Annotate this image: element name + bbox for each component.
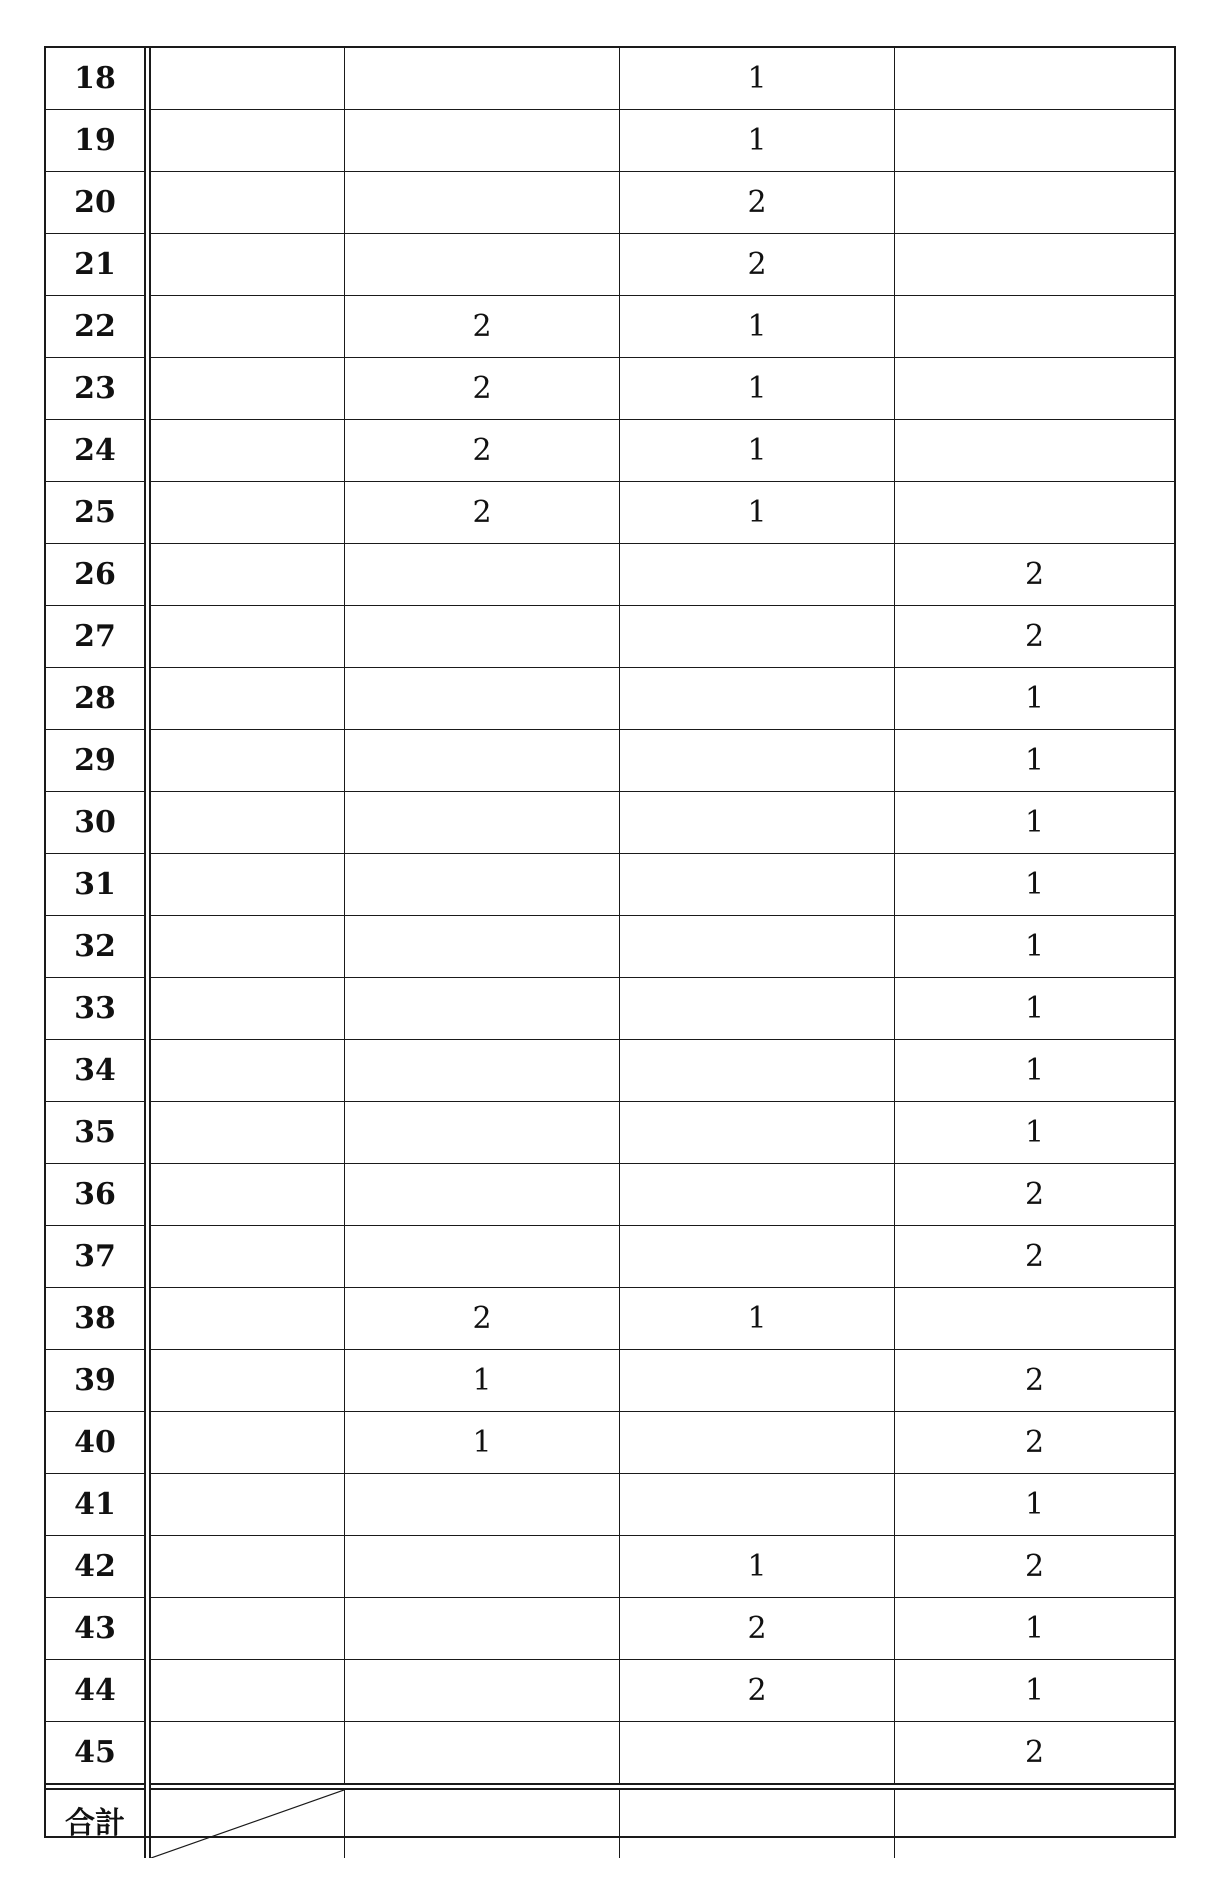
row-number-cell: 24 (46, 420, 148, 482)
column-2-cell (345, 978, 620, 1040)
column-2-cell (345, 1040, 620, 1102)
column-3-cell (620, 606, 895, 668)
column-2-cell (345, 1598, 620, 1660)
row-number-cell: 28 (46, 668, 148, 730)
row-number-cell: 31 (46, 854, 148, 916)
column-1-cell (148, 606, 345, 668)
column-3-cell (620, 668, 895, 730)
row-number-cell: 38 (46, 1288, 148, 1350)
row-number-cell: 37 (46, 1226, 148, 1288)
row-number-cell: 33 (46, 978, 148, 1040)
column-3-cell: 1 (620, 110, 895, 172)
table-row (46, 978, 1174, 1040)
column-2-cell (345, 1536, 620, 1598)
column-3-cell (620, 792, 895, 854)
column-2-cell (345, 854, 620, 916)
column-4-cell: 1 (895, 792, 1175, 854)
column-2-cell (345, 48, 620, 110)
column-1-cell (148, 172, 345, 234)
column-3-cell (620, 544, 895, 606)
table-row (46, 172, 1174, 234)
row-number-cell: 42 (46, 1536, 148, 1598)
row-number-cell: 45 (46, 1722, 148, 1787)
table-row (46, 606, 1174, 668)
column-1-cell (148, 730, 345, 792)
column-2-cell (345, 916, 620, 978)
table-row (46, 854, 1174, 916)
table-row (46, 110, 1174, 172)
column-4-cell: 1 (895, 854, 1175, 916)
column-4-cell (895, 358, 1175, 420)
column-4-cell: 1 (895, 668, 1175, 730)
column-3-cell (620, 1412, 895, 1474)
column-2-cell (345, 1474, 620, 1536)
column-4-cell: 1 (895, 1660, 1175, 1722)
column-4-cell: 2 (895, 1226, 1175, 1288)
row-number-cell: 25 (46, 482, 148, 544)
column-4-cell (895, 296, 1175, 358)
diagonal-slash-cell (148, 1787, 345, 1859)
column-1-cell (148, 668, 345, 730)
column-2-cell (345, 1660, 620, 1722)
column-4-cell: 1 (895, 1040, 1175, 1102)
column-3-cell: 1 (620, 1536, 895, 1598)
column-4-cell: 2 (895, 1350, 1175, 1412)
table-row (46, 234, 1174, 296)
row-number-cell: 27 (46, 606, 148, 668)
column-3-cell (620, 978, 895, 1040)
column-2-cell: 2 (345, 482, 620, 544)
column-4-cell: 1 (895, 1598, 1175, 1660)
column-1-cell (148, 916, 345, 978)
column-3-cell (620, 730, 895, 792)
row-number-cell: 19 (46, 110, 148, 172)
column-4-cell: 2 (895, 544, 1175, 606)
column-1-cell (148, 1288, 345, 1350)
table-row (46, 1040, 1174, 1102)
table-row (46, 1226, 1174, 1288)
column-1-cell (148, 296, 345, 358)
table-row (46, 730, 1174, 792)
column-1-cell (148, 1040, 345, 1102)
tally-grid (46, 48, 1174, 1858)
row-number-cell: 40 (46, 1412, 148, 1474)
diagonal-slash-mark (151, 1790, 344, 1858)
column-2-cell (345, 110, 620, 172)
row-number-cell: 21 (46, 234, 148, 296)
column-1-cell (148, 1226, 345, 1288)
column-3-cell: 2 (620, 1598, 895, 1660)
column-2-cell (345, 730, 620, 792)
column-3-cell: 1 (620, 296, 895, 358)
row-number-cell: 30 (46, 792, 148, 854)
row-number-cell: 26 (46, 544, 148, 606)
column-1-cell (148, 1412, 345, 1474)
column-2-cell (345, 668, 620, 730)
row-number-cell: 41 (46, 1474, 148, 1536)
column-2-cell: 2 (345, 1288, 620, 1350)
column-4-cell: 2 (895, 1164, 1175, 1226)
column-4-cell: 1 (895, 1102, 1175, 1164)
table-row (46, 1598, 1174, 1660)
column-3-cell (620, 1102, 895, 1164)
column-2-cell (345, 1164, 620, 1226)
column-4-cell (895, 482, 1175, 544)
row-number-cell: 18 (46, 48, 148, 110)
column-1-cell (148, 1660, 345, 1722)
table-row (46, 296, 1174, 358)
table-row (46, 1350, 1174, 1412)
column-1-cell (148, 1598, 345, 1660)
column-1-cell (148, 792, 345, 854)
table-row (46, 482, 1174, 544)
table-row (46, 1536, 1174, 1598)
column-4-cell: 2 (895, 1412, 1175, 1474)
column-3-cell (620, 1350, 895, 1412)
table-body (46, 48, 1174, 1858)
column-2-cell: 2 (345, 296, 620, 358)
column-1-cell (148, 48, 345, 110)
table-row (46, 1474, 1174, 1536)
column-3-cell: 1 (620, 358, 895, 420)
table-row (46, 1722, 1174, 1787)
row-number-cell: 22 (46, 296, 148, 358)
column-3-cell: 1 (620, 1288, 895, 1350)
row-number-cell: 35 (46, 1102, 148, 1164)
column-1-cell (148, 234, 345, 296)
total-c4-cell (895, 1787, 1175, 1859)
row-number-cell: 32 (46, 916, 148, 978)
total-c3-cell (620, 1787, 895, 1859)
column-1-cell (148, 482, 345, 544)
total-c2-cell (345, 1787, 620, 1859)
row-number-cell: 36 (46, 1164, 148, 1226)
row-number-cell: 34 (46, 1040, 148, 1102)
column-1-cell (148, 1536, 345, 1598)
row-number-cell: 23 (46, 358, 148, 420)
column-1-cell (148, 1164, 345, 1226)
column-4-cell (895, 110, 1175, 172)
column-1-cell (148, 1102, 345, 1164)
table-row (46, 1288, 1174, 1350)
column-2-cell (345, 792, 620, 854)
table-row (46, 668, 1174, 730)
column-4-cell (895, 48, 1175, 110)
column-3-cell (620, 1164, 895, 1226)
column-2-cell (345, 1226, 620, 1288)
column-2-cell (345, 234, 620, 296)
row-number-cell: 20 (46, 172, 148, 234)
table-row (46, 420, 1174, 482)
table-row (46, 916, 1174, 978)
column-3-cell: 1 (620, 482, 895, 544)
table-row (46, 1412, 1174, 1474)
column-2-cell: 1 (345, 1412, 620, 1474)
column-1-cell (148, 544, 345, 606)
column-1-cell (148, 978, 345, 1040)
column-4-cell (895, 420, 1175, 482)
tally-table (44, 46, 1176, 1841)
table-row (46, 544, 1174, 606)
column-3-cell (620, 1474, 895, 1536)
column-2-cell (345, 606, 620, 668)
column-1-cell (148, 1722, 345, 1787)
column-1-cell (148, 1474, 345, 1536)
column-4-cell: 1 (895, 978, 1175, 1040)
column-3-cell: 2 (620, 172, 895, 234)
column-3-cell (620, 1226, 895, 1288)
table-row (46, 1660, 1174, 1722)
column-1-cell (148, 420, 345, 482)
table-row (46, 1164, 1174, 1226)
column-3-cell (620, 854, 895, 916)
table-row (46, 1102, 1174, 1164)
table-row (46, 48, 1174, 110)
column-3-cell: 2 (620, 1660, 895, 1722)
column-4-cell: 1 (895, 916, 1175, 978)
row-number-cell: 29 (46, 730, 148, 792)
column-1-cell (148, 854, 345, 916)
column-2-cell (345, 1102, 620, 1164)
column-4-cell: 2 (895, 1536, 1175, 1598)
column-3-cell: 1 (620, 420, 895, 482)
row-number-cell: 44 (46, 1660, 148, 1722)
column-4-cell: 1 (895, 1474, 1175, 1536)
total-row (46, 1787, 1174, 1859)
column-2-cell (345, 544, 620, 606)
column-1-cell (148, 1350, 345, 1412)
column-4-cell (895, 234, 1175, 296)
column-4-cell: 2 (895, 1722, 1175, 1787)
table-row (46, 792, 1174, 854)
total-label: 合計 (46, 1787, 148, 1859)
column-4-cell (895, 172, 1175, 234)
column-3-cell (620, 1722, 895, 1787)
table-row (46, 358, 1174, 420)
row-number-cell: 43 (46, 1598, 148, 1660)
column-2-cell: 2 (345, 420, 620, 482)
column-3-cell: 2 (620, 234, 895, 296)
row-number-cell: 39 (46, 1350, 148, 1412)
column-4-cell: 2 (895, 606, 1175, 668)
column-1-cell (148, 110, 345, 172)
column-2-cell: 1 (345, 1350, 620, 1412)
column-2-cell (345, 1722, 620, 1787)
column-3-cell: 1 (620, 48, 895, 110)
column-4-cell: 1 (895, 730, 1175, 792)
column-1-cell (148, 358, 345, 420)
column-2-cell (345, 172, 620, 234)
column-3-cell (620, 916, 895, 978)
column-2-cell: 2 (345, 358, 620, 420)
column-4-cell (895, 1288, 1175, 1350)
column-3-cell (620, 1040, 895, 1102)
